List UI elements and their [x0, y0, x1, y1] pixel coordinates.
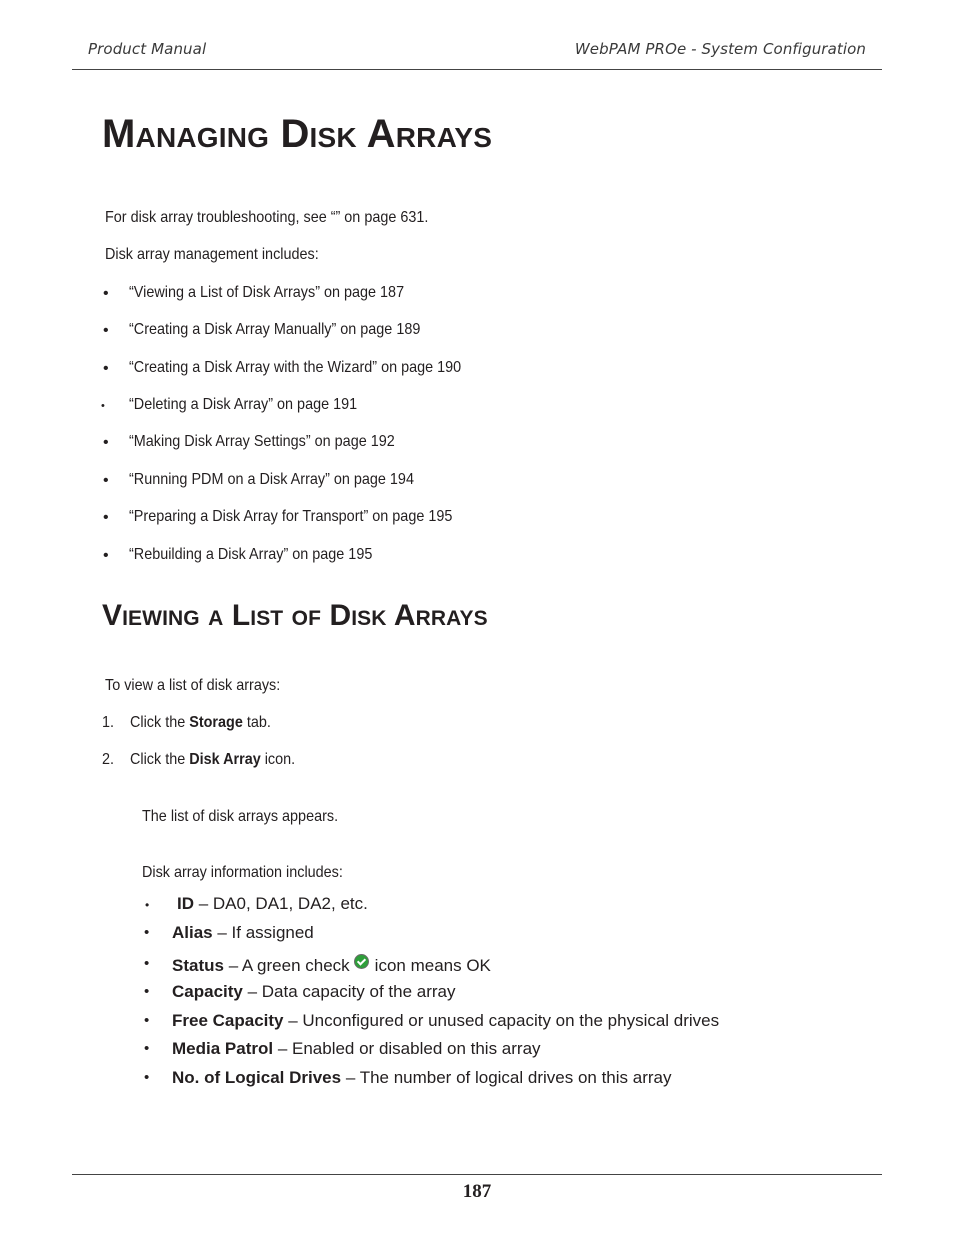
step-text: icon.: [260, 751, 296, 768]
footer-rule: [72, 1174, 882, 1175]
includes-text: Disk array management includes:: [105, 246, 319, 263]
info-term: Free Capacity: [172, 1011, 284, 1030]
step-text: tab.: [242, 714, 271, 731]
info-desc: – Unconfigured or unused capacity on the physical drives: [283, 1011, 720, 1030]
info-item: [177, 894, 368, 914]
step-item: [130, 713, 271, 733]
info-desc: – The number of logical drives on this array: [341, 1068, 672, 1087]
info-desc: – Data capacity of the array: [242, 982, 456, 1001]
info-item: [172, 982, 455, 1002]
bullet-icon: •: [144, 955, 150, 972]
bullet-icon: •: [144, 924, 150, 941]
bullet-icon: •: [103, 509, 109, 526]
step-number: 1.: [102, 714, 115, 731]
info-desc-after: icon means OK: [374, 956, 491, 975]
info-item: [172, 1068, 672, 1088]
info-desc: – A green check: [223, 956, 350, 975]
info-term: ID: [177, 894, 194, 913]
bullet-icon: •: [103, 360, 109, 377]
info-term: No. of Logical Drives: [172, 1068, 342, 1087]
bullet-icon: •: [101, 400, 105, 412]
topic-link[interactable]: “Creating a Disk Array with the Wizard” on page 190: [129, 359, 462, 376]
bullet-icon: •: [144, 1040, 150, 1057]
topic-link[interactable]: “Rebuilding a Disk Array” on page 195: [129, 546, 373, 563]
topic-link[interactable]: “Creating a Disk Array Manually” on page 189: [129, 321, 421, 338]
step-bold: Disk Array: [189, 751, 261, 768]
step-text: Click the: [130, 714, 190, 731]
info-term: Alias: [172, 923, 213, 942]
bullet-icon: •: [145, 898, 150, 912]
step-text: Click the: [130, 751, 190, 768]
info-desc: – Enabled or disabled on this array: [273, 1039, 541, 1058]
info-item: [172, 954, 491, 976]
info-desc: – DA0, DA1, DA2, etc.: [194, 894, 368, 913]
bullet-icon: •: [103, 285, 109, 302]
page-title: Managing Disk Arrays: [102, 112, 493, 156]
info-term: Capacity: [172, 982, 243, 1001]
info-item: [172, 1039, 541, 1059]
bullet-icon: •: [144, 1069, 150, 1086]
result-text: The list of disk arrays appears.: [142, 808, 339, 825]
step-number: 2.: [102, 751, 115, 768]
step-item: [130, 750, 295, 770]
bullet-icon: •: [103, 472, 109, 489]
bullet-icon: •: [103, 434, 109, 451]
green-check-icon: [354, 954, 369, 969]
header-right: WebPAM PROe - System Configuration: [574, 40, 866, 58]
section-title: Viewing a List of Disk Arrays: [102, 599, 488, 632]
bullet-icon: •: [103, 322, 109, 339]
topic-link[interactable]: “Preparing a Disk Array for Transport” on page 195: [129, 508, 453, 525]
info-item: [172, 1011, 719, 1031]
topic-link[interactable]: “Deleting a Disk Array” on page 191: [129, 396, 358, 413]
step-bold: Storage: [189, 714, 243, 731]
page-number: 187: [462, 1181, 492, 1202]
info-item: [172, 923, 314, 943]
info-lead: Disk array information includes:: [142, 864, 343, 881]
info-term: Status: [172, 956, 224, 975]
bullet-icon: •: [144, 1012, 150, 1029]
topic-link[interactable]: “Running PDM on a Disk Array” on page 194: [129, 471, 414, 488]
troubleshooting-text: For disk array troubleshooting, see “” on page 631.: [105, 209, 429, 226]
info-term: Media Patrol: [172, 1039, 274, 1058]
header-rule: [72, 69, 882, 70]
header-left: Product Manual: [88, 40, 207, 58]
section-lead: To view a list of disk arrays:: [105, 677, 281, 694]
topic-link[interactable]: “Viewing a List of Disk Arrays” on page 187: [129, 284, 405, 301]
info-desc: – If assigned: [212, 923, 314, 942]
topic-link[interactable]: “Making Disk Array Settings” on page 192: [129, 433, 395, 450]
bullet-icon: •: [144, 983, 150, 1000]
bullet-icon: •: [103, 547, 109, 564]
